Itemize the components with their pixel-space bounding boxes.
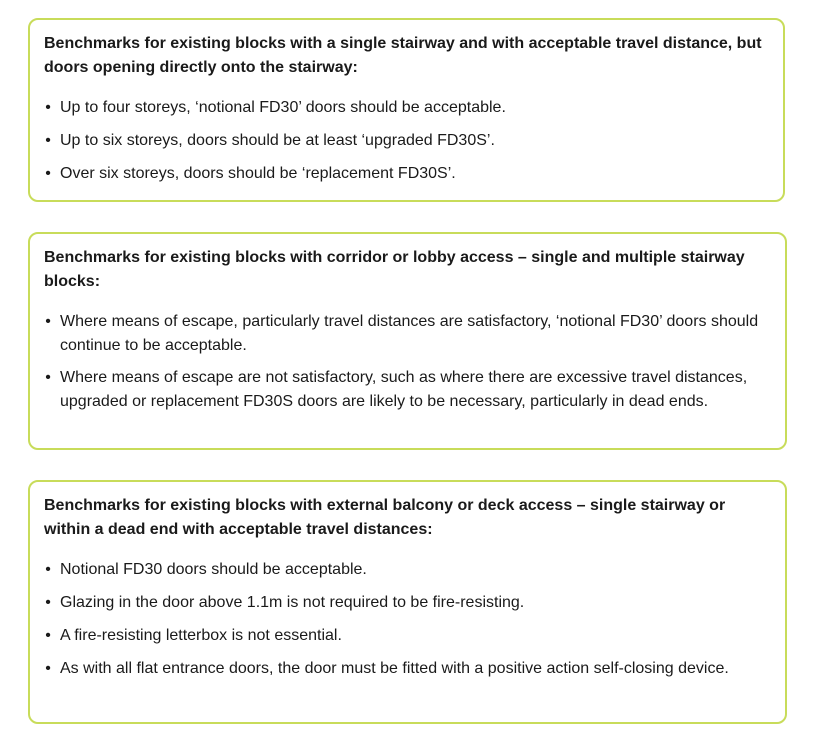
list-item xyxy=(42,366,773,414)
list-item-text: Where means of escape are not satisfactory, such as where there are excessive travel distances, upgraded or replacement FD30S doors are likely to be necessary, particularly in dead ends. xyxy=(60,369,748,410)
bullet-icon: • xyxy=(45,660,51,677)
benchmark-box-corridor-lobby xyxy=(28,232,787,450)
bullet-list xyxy=(42,96,771,195)
bullet-list xyxy=(42,310,773,422)
list-item-text: Notional FD30 doors should be acceptable. xyxy=(60,561,367,578)
list-item-text: Glazing in the door above 1.1m is not required to be fire-resisting. xyxy=(60,594,525,611)
list-item xyxy=(42,591,773,615)
bullet-icon: • xyxy=(45,99,51,116)
list-item-text: As with all flat entrance doors, the door must be fitted with a positive action self-closing device. xyxy=(60,660,729,677)
list-item xyxy=(42,310,773,358)
bullet-list xyxy=(42,558,773,690)
bullet-icon: • xyxy=(45,165,51,182)
list-item-text: A fire-resisting letterbox is not essential. xyxy=(60,627,342,644)
bullet-icon: • xyxy=(45,132,51,149)
list-item xyxy=(42,129,771,153)
bullet-icon: • xyxy=(45,594,51,611)
list-item xyxy=(42,657,773,681)
box-title: Benchmarks for existing blocks with a single stairway and with acceptable travel distance, but doors opening directly onto the stairway: xyxy=(44,35,762,76)
benchmark-box-single-stairway xyxy=(28,18,785,202)
box-title: Benchmarks for existing blocks with external balcony or deck access – single stairway or within a dead end with acceptable travel distances: xyxy=(44,497,726,538)
benchmark-box-balcony-deck xyxy=(28,480,787,724)
bullet-icon: • xyxy=(45,627,51,644)
list-item xyxy=(42,162,771,186)
list-item-text: Where means of escape, particularly travel distances are satisfactory, ‘notional FD30’ doors should continue to be acceptable. xyxy=(60,313,759,354)
bullet-icon: • xyxy=(45,561,51,578)
list-item xyxy=(42,624,773,648)
list-item xyxy=(42,558,773,582)
list-item-text: Over six storeys, doors should be ‘replacement FD30S’. xyxy=(60,165,456,182)
list-item-text: Up to four storeys, ‘notional FD30’ doors should be acceptable. xyxy=(60,99,506,116)
bullet-icon: • xyxy=(45,313,51,330)
list-item-text: Up to six storeys, doors should be at least ‘upgraded FD30S’. xyxy=(60,132,495,149)
list-item xyxy=(42,96,771,120)
box-title: Benchmarks for existing blocks with corridor or lobby access – single and multiple stairway blocks: xyxy=(44,249,745,290)
bullet-icon: • xyxy=(45,369,51,386)
